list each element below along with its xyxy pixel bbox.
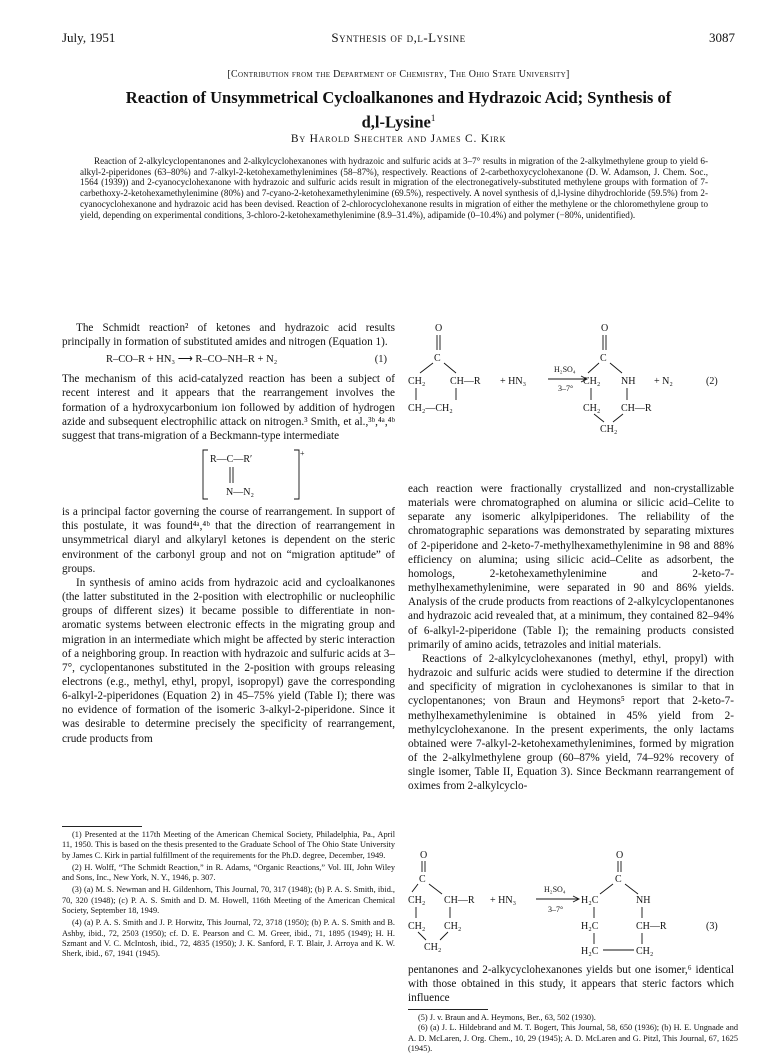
eq3-right-h2c-c: H₂C bbox=[581, 946, 599, 957]
footnotes-right bbox=[408, 1013, 738, 1054]
title-footnote-mark: 1 bbox=[430, 113, 436, 123]
footnote-3: (3) (a) M. S. Newman and H. Gildenhorn, This Journal, 70, 317 (1948); (b) P. A. S. Smith, ibid., 70, 320 (1948); (c) P. A. S. Smith and D. M. Howell, 116th Meeting of the American Chemical Society, September 18, 1949. bbox=[62, 885, 395, 916]
paragraph-cyclohexanones: Reactions of 2-alkylcyclohexanones (methyl, ethyl, propyl) with hydrazoic and sulfuric acids were studied to determine if the direction and specificity of migration in cyclohexanones is similar to that in cyclopentanones; von Braun and Heymons⁵ report that 2-keto-7-methylhexamethylenimine is obtained in 45% yield from 2-methylcyclohexanone. In the present experiments, the only lactams obtained were 7-alkyl-2-ketohexamethylenimines, formed by migration of the 2-alkylmethylene group (60–87% yield, 74–92% recovery of single isomer, Table II, Equation 3). Since Beckmann rearrangement of oximes from 2-alkylcyclo- bbox=[408, 652, 734, 793]
footnote-2: (2) H. Wolff, “The Schmidt Reaction,” in R. Adams, “Organic Reactions,” Vol. III, John Wiley and Sons, Inc., New York, N. Y., 1946, p. 307. bbox=[62, 862, 395, 883]
eq2-left-ch2ch2: CH₂—CH₂ bbox=[408, 403, 453, 414]
eq2-right-ch2-apex: CH₂ bbox=[600, 424, 618, 435]
paragraph-intro: The Schmidt reaction² of ketones and hydrazoic acid results principally in formation of substituted amides and nitrogen (Equation 1). bbox=[62, 322, 395, 349]
footnote-1: (1) Presented at the 117th Meeting of the American Chemical Society, Philadelphia, Pa., April 11, 1950. This is based on the thesis presented to the Graduate School of The Ohio State University by James C. Kirk in partial fulfillment of the requirements for the Ph.D. degree, December, 1949. bbox=[62, 830, 395, 860]
eq2-reagent: H₂SO₄ bbox=[554, 365, 576, 374]
eq3-left-ch2-c: CH₂ bbox=[444, 921, 462, 932]
right-column-continued bbox=[408, 963, 734, 1005]
eq2-left-oxygen: O bbox=[435, 323, 443, 334]
eq2-left-carbon: C bbox=[434, 353, 441, 364]
eq3-temperature: 3–7° bbox=[548, 905, 564, 914]
eq3-left-oxygen: O bbox=[420, 850, 428, 861]
footnote-4: (4) (a) P. A. S. Smith and J. P. Horwitz, This Journal, 72, 3718 (1950); (b) P. A. S. Smith and B. Ashby, ibid., 72, 2503 (1950); cf. D. E. Pearson and C. M. Greer, ibid., 71, 1895 (1949); H. H. Szmant and V. C. McIntosh, ibid., 72, 4835 (1950); J. K. Sanford, F. T. Blair, J. Arroya and K. W. Sherk, ibid., 67, 1941 (1945). bbox=[62, 918, 395, 959]
running-head-date: July, 1951 bbox=[62, 30, 116, 45]
eq3-right-nh: NH bbox=[636, 895, 651, 906]
eq3-right-h2c-a: H₂C bbox=[581, 895, 599, 906]
footnote-5: (5) J. v. Braun and A. Heymons, Ber., 63, 502 (1930). bbox=[418, 1013, 596, 1022]
bracket-top-text: R—C—R′ bbox=[210, 454, 253, 466]
article-title bbox=[62, 87, 735, 133]
footnotes-left bbox=[62, 830, 395, 962]
title-line-2-text: d,l-Lysine bbox=[361, 112, 431, 132]
left-column bbox=[62, 321, 395, 746]
abstract: Reaction of 2-alkylcyclopentanones and 2-alkylcyclohexanones with hydrazoic and sulfuric acids at 3–7° results in migration of the 2-alkylmethylene group to yield 6-alkyl-2-piperidones (63–80%) and 7-alkyl-2-ketohexamethylenimines (58–87%), respectively. Reactions of 2-carbethoxycyclohexanone (D. W. Adamson, J. Chem. Soc., 1564 (1939)) and 2-cyanocyclohexanone with hydrazoic and sulfuric acids result in migration of the electronegatively-substituted methylene groups with formation of 7-carbethoxy-2-ketohexamethylenimine (80%) and 7-cyano-2-ketohexamethylenimine (69.5%), respectively. A novel synthesis of d,l-lysine dihydrochloride (59.5%) from 2-cyanocyclohexanone and hydrazoic acid has been devised. Reaction of 2-chlorocyclohexanone results in migration of either the methylene or the chloromethylene group to yield, depending on experimental conditions, 3-chloro-2-ketohexamethylenimine (8.9–31.4%), adipamide (0–10.4%) and polymer (−80%, unidentified). bbox=[80, 156, 708, 220]
equation-1 bbox=[62, 353, 395, 368]
eq3-left-ch2-b: CH₂ bbox=[408, 921, 426, 932]
eq2-number: (2) bbox=[706, 376, 718, 387]
eq3-left-chr: CH—R bbox=[444, 895, 475, 906]
footnote-rule-left bbox=[62, 826, 142, 827]
eq2-temperature: 3–7° bbox=[558, 384, 574, 393]
eq2-right-ch2-top: CH₂ bbox=[583, 376, 601, 387]
right-column bbox=[408, 482, 734, 793]
bracket-bottom-text: N—N₂ bbox=[226, 487, 254, 499]
eq2-right-ch2-bottom: CH₂ bbox=[583, 403, 601, 414]
running-head bbox=[62, 30, 735, 48]
contribution-line: [Contribution from the Department of Chemistry, The Ohio State University] bbox=[227, 69, 570, 80]
eq3-reagent: H₂SO₄ bbox=[544, 885, 566, 894]
eq2-plus-hn3: + HN₃ bbox=[500, 376, 527, 387]
eq3-right-h2c-b: H₂C bbox=[581, 921, 599, 932]
eq2-right-carbon: C bbox=[600, 353, 607, 364]
running-head-title: Synthesis of d,l-Lysine bbox=[331, 30, 466, 45]
eq2-right-oxygen: O bbox=[601, 323, 609, 334]
footnote-rule-right bbox=[408, 1009, 488, 1010]
equation-3-scheme bbox=[408, 848, 738, 960]
beckmann-intermediate-svg bbox=[62, 445, 395, 503]
beckmann-intermediate-structure bbox=[62, 445, 395, 503]
byline: By Harold Shechter and James C. Kirk bbox=[290, 133, 507, 145]
paragraph-chromatography: each reaction were fractionally crystallized and non-crystallizable materials were chromatographed on alumina or silicic acid–Celite to separate any isomeric alkylpiperidones. The reliability of the chromatographic separations was demonstrated by separating mixtures of 2-piperidone and 2-keto-7-methylhexamethylenimine in 98 and 88% efficiency on alumina; using silicic acid–Celite as adsorbent, the homologs, 2-ketohexamethylenimine and 2-keto-7-methylhexamethylenimine, were separated in 90 and 86% yields. Analysis of the crude products from reactions of 2-alkylcyclopentanones and hydrazoic acid revealed that, at a minimum, they contained 82–94% of 6-alkyl-2-piperidone (Table I); the remaining products consisted primarily of amino acids, tetrazoles and initial materials. bbox=[408, 483, 734, 651]
eq3-right-oxygen: O bbox=[616, 850, 624, 861]
eq3-number: (3) bbox=[706, 921, 718, 932]
title-line-2 bbox=[62, 108, 735, 133]
eq2-nh: NH bbox=[621, 376, 636, 387]
eq3-left-ch2-d: CH₂ bbox=[424, 942, 442, 953]
eq2-plus-n2: + N₂ bbox=[654, 376, 673, 387]
title-line-1: Reaction of Unsymmetrical Cycloalkanones and Hydrazoic Acid; Synthesis of bbox=[125, 88, 672, 107]
page-number: 3087 bbox=[709, 30, 735, 45]
eq2-left-ch2: CH₂ bbox=[408, 376, 426, 387]
eq3-left-carbon: C bbox=[419, 874, 426, 885]
paragraph-steric: pentanones and 2-alkycyclohexanones yields but one isomer,⁶ identical with those obtained in this study, it appears that steric factors which influence bbox=[408, 964, 734, 1005]
paragraph-mechanism: The mechanism of this acid-catalyzed reaction has been a subject of recent interest and it appears that the rearrangement involves the formation of a hydroxycarbonium ion followed by addition of hydrogen azide and subsequent electrophilic attack on nitrogen.³ Smith, et al.,³ᵇ,⁴ᵃ,⁴ᵇ suggest that trans-migration of a Beckmann-type intermediate bbox=[62, 373, 395, 442]
eq3-right-ch2: CH₂ bbox=[636, 946, 654, 957]
paragraph-postulate: is a principal factor governing the course of rearrangement. In support of this postulate, it was found⁴ᵃ,⁴ᵇ that the direction of rearrangement in unsymmetrical diaryl and alkylaryl ketones is dependent on the steric environment of the carbonyl group and not on “migration aptitude” of groups. bbox=[62, 506, 395, 575]
footnote-6: (6) (a) J. L. Hildebrand and M. T. Bogert, This Journal, 58, 650 (1936); (b) H. E. Ungnade and A. D. McLaren, J. Org. Chem., 10, 29 (1945); A. D. McLaren and G. Pitzl, This Journal, 67, 1625 (1945). bbox=[408, 1023, 738, 1053]
eq3-plus-hn3: + HN₃ bbox=[490, 895, 517, 906]
equation-1-number: (1) bbox=[374, 354, 387, 366]
eq3-left-ch2-a: CH₂ bbox=[408, 895, 426, 906]
equation-2-scheme bbox=[408, 320, 738, 480]
eq2-right-chr: CH—R bbox=[621, 403, 652, 414]
equation-1-body: R–CO–R + HN₃ ⟶ R–CO–NH–R + N₂ bbox=[106, 354, 278, 366]
eq3-right-chr: CH—R bbox=[636, 921, 667, 932]
paragraph-synthesis: In synthesis of amino acids from hydrazoic acid and cycloalkanones (the latter substituted in the 2-position with electrophilic or nucleophilic groups of different sizes) it became possible to differentiate in non-aromatic systems between electronic effects in the migrating group and migration in an intermediate which might be affected by steric interaction of a neighboring group. In reaction with hydrazoic and sulfuric acids at 3–7°, cyclopentanones substituted in the 2-position with groups releasing electrons (e.g., methyl, ethyl, propyl, isopropyl) gave the corresponding 6-alkyl-2-piperidones (Equation 2) in 45–75% yield (Table I); there was no evidence of formation of the isomeric 3-alkyl-2-piperidone. Since it was desirable to determine precisely the specificity of rearrangement, crude products from bbox=[62, 576, 395, 745]
eq2-left-chr: CH—R bbox=[450, 376, 481, 387]
eq3-right-carbon: C bbox=[615, 874, 622, 885]
bracket-charge: + bbox=[300, 449, 305, 459]
